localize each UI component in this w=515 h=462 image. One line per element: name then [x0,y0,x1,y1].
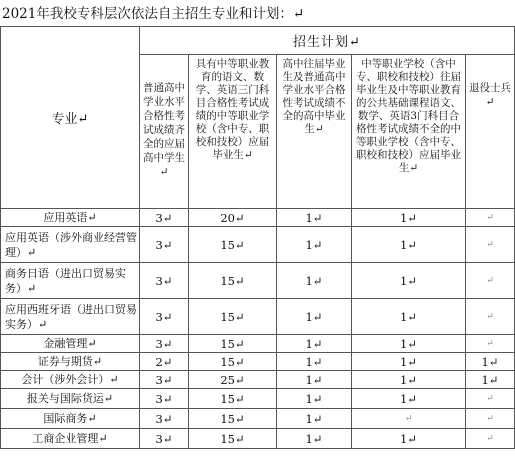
table-cell: 1↵ [352,353,466,371]
table-cell: 1↵ [277,299,352,335]
table-cell: 3↵ [140,389,189,409]
document-title: 2021年我校专科层次依法自主招生专业和计划：↵ [2,6,305,22]
table-row [1,371,515,389]
table-cell: 3↵ [140,209,189,227]
table-row [1,353,515,371]
table-row [1,209,515,227]
table-cell: 1↵ [277,389,352,409]
enrollment-plan-table [0,26,515,449]
table-cell: 3↵ [140,371,189,389]
major-name: 商务日语（进出口贸易实务）↵ [1,263,140,299]
table-cell: 1↵ [277,209,352,227]
column-header-vocational-previous: 中等职业学校（含中专、职校和技校）往届毕业生及中等职业教育的公共基础课程语文、数学、英语3门科目合格性考试成绩不全的中等职业学校（含中专、职校和技校）应届毕业生↵ [352,55,466,209]
table-cell: 15↵ [189,227,277,263]
major-name: 证券与期货↵ [1,353,140,371]
table-cell: 1↵ [277,371,352,389]
column-header-vocational-current: 具有中等职业教育的语文、数学、英语三门科目合格性考试成绩的中等职业学校（含中专、职校和技校）应届毕业生↵ [189,55,277,209]
table-cell: 1↵ [466,371,515,389]
table-row [1,227,515,263]
major-name: 国际商务↵ [1,409,140,429]
table-row [1,429,515,449]
table-cell: 1↵ [352,299,466,335]
table-cell: 15↵ [189,389,277,409]
table-cell: 1↵ [277,335,352,353]
table-cell: 1↵ [352,335,466,353]
table-cell: ↵ [466,209,515,227]
table-cell: ↵ [466,263,515,299]
major-name: 应用英语↵ [1,209,140,227]
table-cell: 1↵ [277,353,352,371]
column-header-high-school-previous: 高中往届毕业生及普通高中学业水平合格性考试成绩不全的高中毕业生↵ [277,55,352,209]
table-cell: ↵ [466,335,515,353]
plan-header: 招生计划↵ [140,27,515,55]
table-cell: 1↵ [277,227,352,263]
table-cell: ↵ [466,299,515,335]
table-cell: 15↵ [189,299,277,335]
table-cell: ↵ [352,409,466,429]
table-row [1,263,515,299]
table-cell: 1↵ [352,263,466,299]
table-cell: 1↵ [352,209,466,227]
major-name: 应用西班牙语（进出口贸易实务）↵ [1,299,140,335]
table-cell: 3↵ [140,263,189,299]
table-cell: ↵ [466,389,515,409]
table-row [1,299,515,335]
table-cell: 15↵ [189,409,277,429]
table-cell: 15↵ [189,335,277,353]
table-cell: 1↵ [466,353,515,371]
table-cell: 15↵ [189,263,277,299]
table-cell: ↵ [466,429,515,449]
table-cell: 1↵ [352,371,466,389]
table-cell: 3↵ [140,429,189,449]
table-cell: 3↵ [140,299,189,335]
table-cell: ↵ [466,409,515,429]
table-cell: 1↵ [277,263,352,299]
major-header: 专业↵ [1,27,140,209]
table-cell: 3↵ [140,227,189,263]
table-cell: 3↵ [140,409,189,429]
major-name: 金融管理↵ [1,335,140,353]
table-cell: 1↵ [352,389,466,409]
table-cell: 25↵ [189,371,277,389]
major-name: 报关与国际货运↵ [1,389,140,409]
table-cell: 1↵ [277,429,352,449]
table-cell: 2↵ [140,353,189,371]
table-row [1,409,515,429]
table-cell: ↵ [466,227,515,263]
table-cell: 1↵ [352,429,466,449]
table-row [1,389,515,409]
table-cell: 15↵ [189,353,277,371]
table-row [1,335,515,353]
table-cell: 3↵ [140,335,189,353]
column-header-general-high-school: 普通高中学业水平合格性考试成绩齐全的应届高中学生↵ [140,55,189,209]
major-name: 工商企业管理↵ [1,429,140,449]
table-cell: 1↵ [352,227,466,263]
column-header-veterans: 退役士兵↵ [466,55,515,209]
table-cell: 1↵ [277,409,352,429]
major-name: 会计（涉外会计）↵ [1,371,140,389]
table-cell: 15↵ [189,429,277,449]
table-cell: 20↵ [189,209,277,227]
major-name: 应用英语（涉外商业经营管理）↵ [1,227,140,263]
